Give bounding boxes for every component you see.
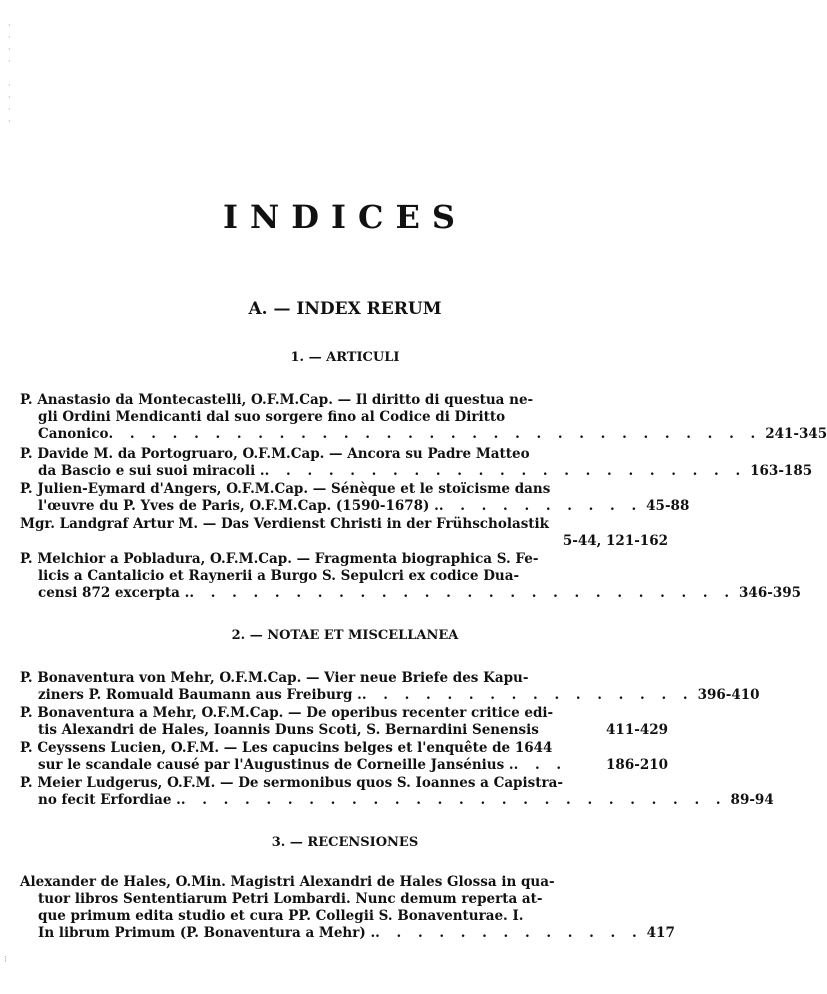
- entry-line: gli Ordini Mendicanti dal suo sorgere fino al Codice di Diritto: [38, 409, 506, 425]
- section-heading-recensiones: 3. — RECENSIONES: [271, 835, 419, 850]
- entry-line: Alexander de Hales, O.Min. Magistri Alexandri de Hales Glossa in qua-: [20, 874, 555, 890]
- entry-line: tis Alexandri de Hales, Ioannis Duns Scoti, S. Bernardini Senensis: [38, 722, 539, 738]
- entry-line: da Bascio e sui suoi miracoli .: [38, 463, 265, 479]
- entry-line: P. Anastasio da Montecastelli, O.F.M.Cap. — Il diritto di questua ne-: [20, 392, 534, 408]
- entry-line: P. Ceyssens Lucien, O.F.M. — Les capucins belges et l'enquête de 1644: [20, 740, 553, 756]
- index-entry: [20, 481, 690, 515]
- section-a-heading: A. — INDEX RERUM: [248, 299, 442, 319]
- entry-pages: 5-44, 121-162: [562, 533, 668, 549]
- index-entry: [20, 670, 760, 704]
- entry-line: que primum edita studio et cura PP. Collegii S. Bonaventurae. I.: [38, 908, 524, 924]
- dot-leader: . . .: [513, 757, 568, 773]
- index-entry: [20, 551, 801, 602]
- entry-line: P. Melchior a Pobladura, O.F.M.Cap. — Fragmenta biographica S. Fe-: [20, 551, 539, 567]
- index-entry: [20, 874, 675, 942]
- entry-pages: 241-345: [765, 426, 827, 442]
- entry-line: sur le scandale causé par l'Augustinus de Corneille Jansénius .: [38, 757, 514, 773]
- entry-pages: 396-410: [697, 687, 760, 703]
- entry-pages: 89-94: [730, 792, 774, 808]
- dot-leader: . . . . . . . . . . . . .: [375, 925, 643, 941]
- entry-line: tuor libros Sententiarum Petri Lombardi. Nunc demum reperta at-: [38, 891, 543, 907]
- entry-line: P. Julien-Eymard d'Angers, O.F.M.Cap. — Sénèque et le stoïcisme dans: [20, 481, 551, 497]
- index-entry: [20, 446, 813, 480]
- section-heading-notae: 2. — NOTAE ET MISCELLANEA: [231, 628, 459, 643]
- entry-pages: 417: [646, 925, 675, 941]
- dot-leader: [539, 722, 602, 739]
- entry-line: In librum Primum (P. Bonaventura a Mehr) .: [38, 925, 376, 941]
- scan-margin-marks: · · · · · · · ·: [8, 21, 11, 126]
- entry-line: P. Bonaventura von Mehr, O.F.M.Cap. — Vier neue Briefe des Kapu-: [20, 670, 529, 686]
- section-heading-articuli: 1. — ARTICULI: [290, 350, 400, 365]
- dot-leader: . . . . . . . . . .: [438, 498, 643, 514]
- entry-line: l'œuvre du P. Yves de Paris, O.F.M.Cap. (1590-1678) .: [38, 498, 439, 514]
- entry-pages: 163-185: [750, 463, 813, 479]
- entry-line: P. Davide M. da Portogruaro, O.F.M.Cap. — Ancora su Padre Matteo: [20, 446, 530, 462]
- index-entry: [20, 516, 668, 550]
- dot-leader: . . . . . . . . . . . . . . . . . . . . . . .: [264, 463, 747, 479]
- entry-line: P. Bonaventura a Mehr, O.F.M.Cap. — De operibus recenter critice edi-: [20, 705, 554, 721]
- entry-line: censi 872 excerpta .: [38, 585, 190, 601]
- dot-leader: . . . . . . . . . . . . . . . . . . . . . . . . . . . . . . .: [108, 426, 762, 442]
- dot-leader: . . . . . . . . . . . . . . . .: [361, 687, 694, 703]
- dot-leader: . . . . . . . . . . . . . . . . . . . . . . . . . .: [189, 585, 736, 601]
- entry-pages: 45-88: [646, 498, 690, 514]
- page-title: INDICES: [223, 198, 467, 236]
- entry-line: Mgr. Landgraf Artur M. — Das Verdienst Christi in der Frühscholastik: [20, 516, 550, 532]
- scan-margin-marks-bottom: ⁝: [4, 955, 7, 965]
- dot-leader: . . . . . . . . . . . . . . . . . . . . . . . . . .: [180, 792, 727, 808]
- entry-line: ziners P. Romuald Baumann aus Freiburg .: [38, 687, 362, 703]
- index-entry: [20, 740, 668, 774]
- index-entry: [20, 392, 827, 443]
- entry-pages: 186-210: [606, 757, 668, 773]
- entry-line: licis a Cantalicio et Raynerii a Burgo S. Sepulcri ex codice Dua-: [38, 568, 520, 584]
- index-entry: [20, 705, 668, 739]
- index-entry: [20, 775, 774, 809]
- entry-line: P. Meier Ludgerus, O.F.M. — De sermonibus quos S. Ioannes a Capistra-: [20, 775, 563, 791]
- entry-pages: 411-429: [606, 722, 668, 738]
- entry-pages: 346-395: [739, 585, 801, 601]
- entry-line: no fecit Erfordiae .: [38, 792, 181, 808]
- entry-line: Canonico: [38, 426, 109, 442]
